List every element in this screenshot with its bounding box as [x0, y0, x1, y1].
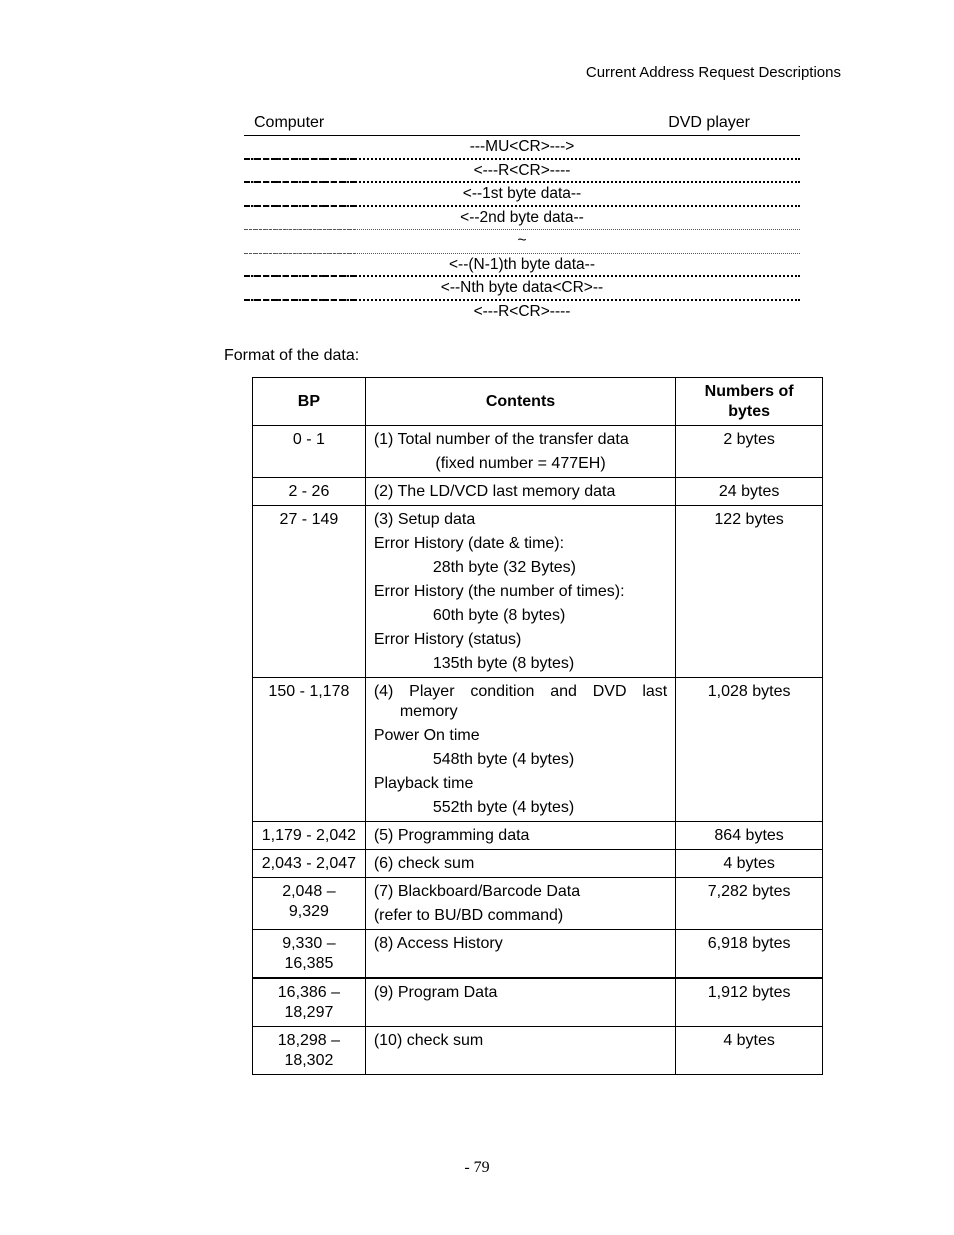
contents-cell: (10) check sum: [365, 1027, 675, 1075]
bp-cell: 16,386 – 18,297: [253, 978, 366, 1027]
format-label: Format of the data:: [224, 347, 360, 364]
sequence-step: <---R<CR>----: [244, 160, 800, 184]
table-row: [253, 678, 823, 822]
communication-sequence: [244, 112, 800, 324]
bp-cell: 2 - 26: [253, 478, 366, 506]
table-row: [253, 426, 823, 478]
sequence-step: ---MU<CR>--->: [244, 136, 800, 160]
header-bp: BP: [253, 378, 366, 426]
bp-cell: 2,048 – 9,329: [253, 878, 366, 930]
sequence-step: <--Nth byte data<CR>--: [244, 277, 800, 301]
table-row: [253, 878, 823, 930]
table-row: [253, 1027, 823, 1075]
table-row: [253, 978, 823, 1027]
bytes-cell: 4 bytes: [676, 850, 823, 878]
bytes-cell: 1,028 bytes: [676, 678, 823, 822]
dvd-player-label: DVD player: [668, 114, 750, 131]
table-row: [253, 822, 823, 850]
bytes-cell: 1,912 bytes: [676, 978, 823, 1027]
contents-cell: (4) Player condition and DVD last memory Power On time 548th byte (4 bytes) Playback time 552th byte (4 bytes): [365, 678, 675, 822]
sequence-step: ~: [244, 230, 800, 254]
bytes-cell: 7,282 bytes: [676, 878, 823, 930]
contents-cell: (1) Total number of the transfer data (fixed number = 477EH): [365, 426, 675, 478]
table-row: [253, 478, 823, 506]
table-header-row: [253, 378, 823, 426]
page-number: - 79: [464, 1159, 490, 1176]
running-header: Current Address Request Descriptions: [585, 64, 841, 81]
bytes-cell: 24 bytes: [676, 478, 823, 506]
contents-cell: (5) Programming data: [365, 822, 675, 850]
bytes-cell: 4 bytes: [676, 1027, 823, 1075]
contents-cell: (7) Blackboard/Barcode Data (refer to BU/BD command): [365, 878, 675, 930]
bp-cell: 1,179 - 2,042: [253, 822, 366, 850]
bp-cell: 9,330 – 16,385: [253, 930, 366, 979]
table-row: [253, 930, 823, 979]
sequence-step: <--2nd byte data--: [244, 207, 800, 231]
bp-cell: 150 - 1,178: [253, 678, 366, 822]
sequence-header: [244, 112, 800, 136]
computer-label: Computer: [254, 114, 325, 131]
table-row: [253, 850, 823, 878]
header-bytes: Numbers of bytes: [676, 378, 823, 426]
contents-cell: (8) Access History: [365, 930, 675, 979]
contents-cell: (3) Setup data Error History (date & time): 28th byte (32 Bytes) Error History (the number of times): 60th byte (8 bytes) Error History (status) 135th byte (8 bytes): [365, 506, 675, 678]
contents-cell: (2) The LD/VCD last memory data: [365, 478, 675, 506]
sequence-step: <--(N-1)th byte data--: [244, 254, 800, 278]
sequence-step: <---R<CR>----: [473, 302, 571, 320]
contents-cell: (9) Program Data: [365, 978, 675, 1027]
sequence-step: <--1st byte data--: [244, 183, 800, 207]
bp-cell: 0 - 1: [253, 426, 366, 478]
table-row: [253, 506, 823, 678]
header-contents: Contents: [365, 378, 675, 426]
bytes-cell: 122 bytes: [676, 506, 823, 678]
bytes-cell: 6,918 bytes: [676, 930, 823, 979]
contents-cell: (6) check sum: [365, 850, 675, 878]
bp-cell: 18,298 – 18,302: [253, 1027, 366, 1075]
data-format-table: [252, 377, 823, 1075]
bytes-cell: 864 bytes: [676, 822, 823, 850]
bp-cell: 27 - 149: [253, 506, 366, 678]
bp-cell: 2,043 - 2,047: [253, 850, 366, 878]
bytes-cell: 2 bytes: [676, 426, 823, 478]
